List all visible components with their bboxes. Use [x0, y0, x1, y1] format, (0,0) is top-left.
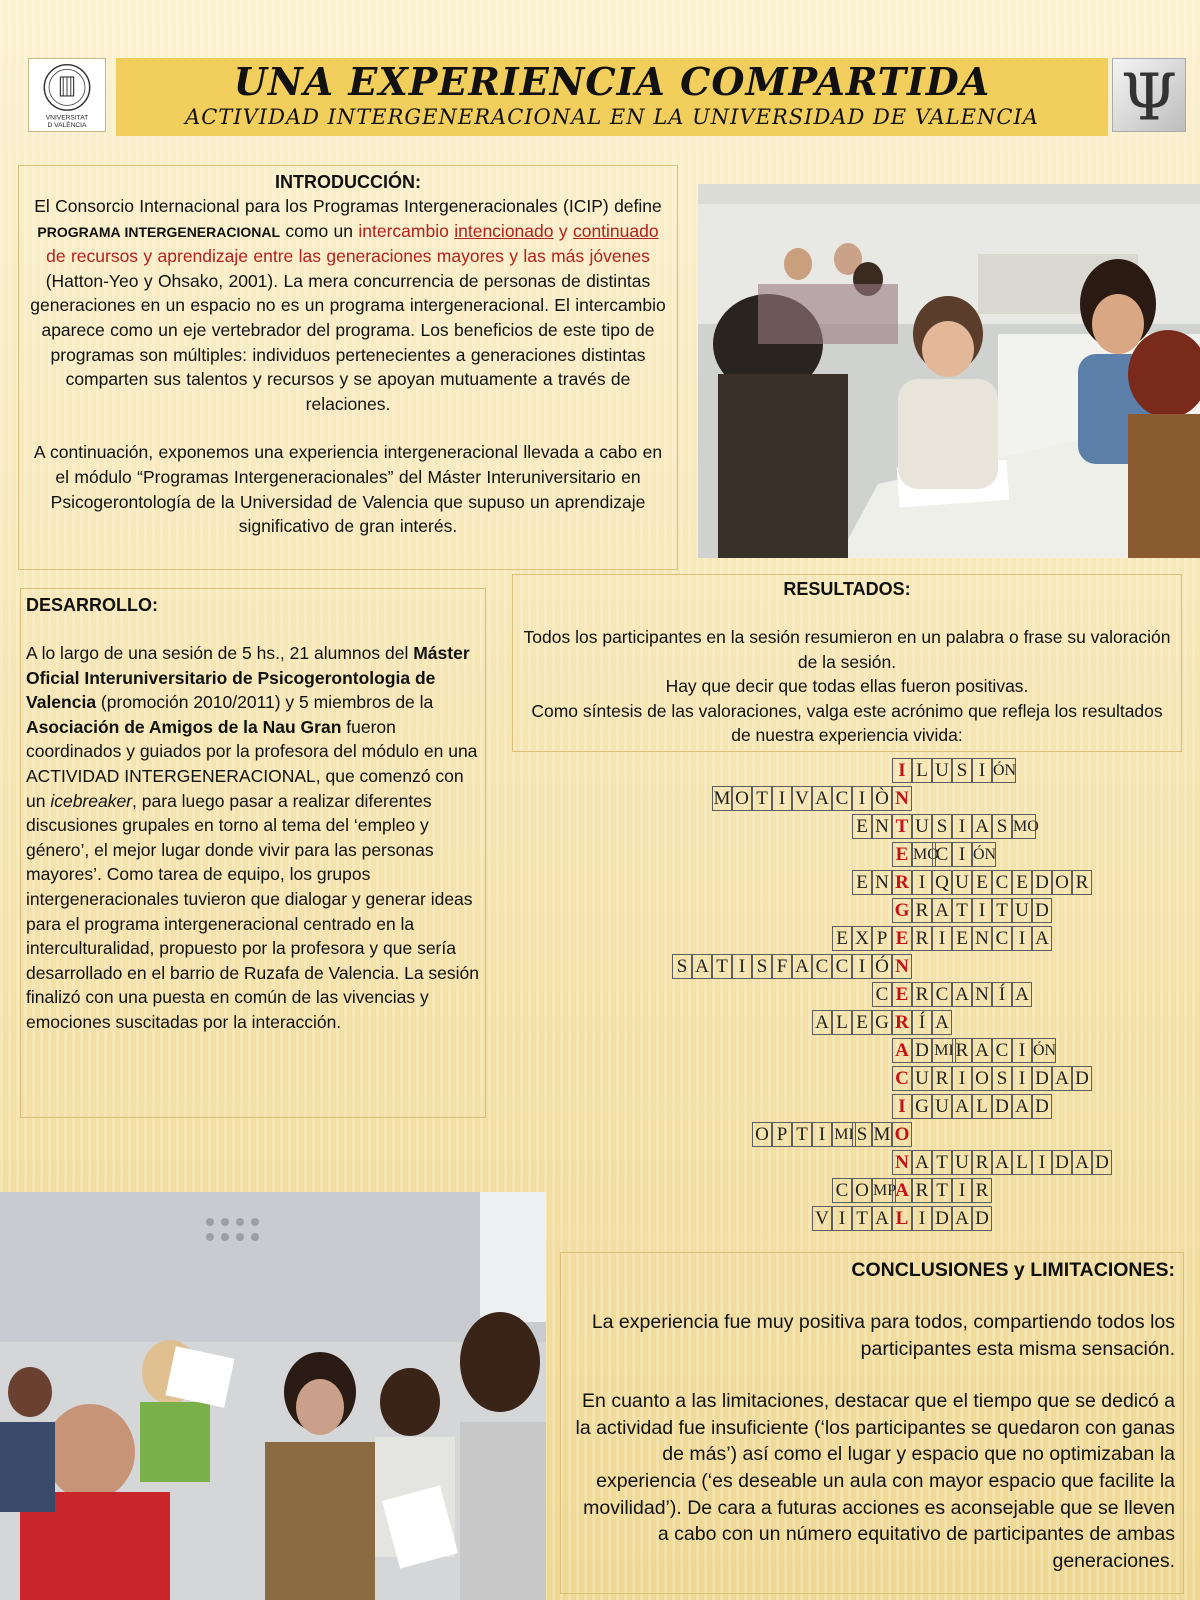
- crossword-cell: A: [1032, 926, 1052, 951]
- crossword-key-cell: L: [892, 1206, 912, 1231]
- crossword-cell: D: [1032, 1066, 1052, 1091]
- crossword-cell: A: [952, 1094, 972, 1119]
- crossword-cell: MP: [872, 1178, 896, 1203]
- logo-text-line1: VNIVERSITAT: [45, 114, 89, 122]
- crossword-cell: C: [832, 1178, 852, 1203]
- crossword-key-cell: R: [892, 870, 912, 895]
- crossword-cell: O: [732, 786, 752, 811]
- intro-text-a: El Consorcio Internacional para los Programas Intergeneracionales (ICIP) define: [34, 196, 662, 216]
- crossword-key-cell: O: [892, 1122, 912, 1147]
- crossword-cell: C: [992, 926, 1012, 951]
- crossword-cell: U: [912, 1066, 932, 1091]
- conclusions-section: [560, 1252, 1184, 1594]
- dev-text-3: fueron coordinados y guiados por la profesora del módulo en una ACTIVIDAD INTERGENERACIONAL, que comenzó con un: [26, 716, 478, 811]
- crossword-cell: I: [732, 954, 752, 979]
- crossword-cell: ÓN: [992, 758, 1016, 783]
- dev-text-2: (promoción 2010/2011) y 5 miembros de la: [96, 692, 434, 713]
- crossword-cell: R: [912, 982, 932, 1007]
- crossword-cell: O: [752, 1122, 772, 1147]
- crossword-cell: R: [952, 1038, 972, 1063]
- crossword-cell: A: [872, 1206, 892, 1231]
- crossword-cell: S: [852, 1122, 872, 1147]
- crossword-cell: S: [752, 954, 772, 979]
- poster-subtitle: ACTIVIDAD INTERGENERACIONAL EN LA UNIVERSIDAD DE VALENCIA: [185, 105, 1039, 129]
- crossword-cell: N: [972, 982, 992, 1007]
- crossword-cell: Ó: [872, 954, 892, 979]
- crossword-cell: D: [972, 1206, 992, 1231]
- crossword-cell: D: [992, 1094, 1012, 1119]
- results-section: [512, 574, 1182, 752]
- crossword-cell: MI: [932, 1038, 956, 1063]
- crossword-cell: I: [952, 1178, 972, 1203]
- crossword-cell: R: [972, 1178, 992, 1203]
- crossword-cell: E: [972, 870, 992, 895]
- development-heading: DESARROLLO:: [26, 595, 158, 615]
- crossword-cell: A: [1052, 1066, 1072, 1091]
- crossword-cell: D: [912, 1038, 932, 1063]
- crossword-cell: E: [832, 926, 852, 951]
- intro-red-underlined-1: intencionado: [454, 220, 554, 241]
- crossword-cell: A: [952, 1206, 972, 1231]
- crossword-key-cell: C: [892, 1066, 912, 1091]
- crossword-cell: A: [792, 954, 812, 979]
- crossword-cell: A: [1012, 1094, 1032, 1119]
- crossword-cell: MO: [912, 842, 936, 867]
- crossword-key-cell: N: [892, 1150, 912, 1175]
- crossword-cell: R: [912, 1178, 932, 1203]
- introduction-paragraph-2: A continuación, exponemos una experiencia intergeneracional llevada a cabo en el módulo “Programas Intergeneracionales” del Máster Interuniversitario en Psicogerontología de la Universidad de Valencia que supuso un aprendizaje significativo de gran interés.: [33, 442, 663, 537]
- crossword-cell: I: [832, 1206, 852, 1231]
- crossword-cell: T: [792, 1122, 812, 1147]
- crossword-cell: MI: [832, 1122, 856, 1147]
- crossword-key-cell: E: [892, 842, 912, 867]
- crossword-cell: L: [832, 1010, 852, 1035]
- crossword-cell: V: [792, 786, 812, 811]
- crossword-cell: U: [932, 758, 952, 783]
- crossword-cell: M: [713, 788, 731, 809]
- crossword-cell: I: [952, 1066, 972, 1091]
- crossword-cell: A: [692, 954, 712, 979]
- crossword-cell: O: [1052, 870, 1072, 895]
- crossword-cell: X: [852, 926, 872, 951]
- crossword-cell: P: [772, 1122, 792, 1147]
- development-paragraph: [26, 641, 480, 1035]
- poster-title: UNA EXPERIENCIA COMPARTIDA: [233, 59, 991, 104]
- crossword-cell: S: [992, 1066, 1012, 1091]
- psychology-logo: [1112, 58, 1186, 132]
- crossword-cell: E: [952, 926, 972, 951]
- introduction-heading: INTRODUCCIÓN:: [275, 172, 421, 192]
- psi-symbol-icon: Ψ: [1120, 60, 1178, 131]
- crossword-cell: I: [972, 758, 992, 783]
- results-line-2: Hay que decir que todas ellas fueron positivas.: [665, 676, 1029, 697]
- intro-text-c: (Hatton-Yeo y Ohsako, 2001). La mera concurrencia de personas de distintas generaciones en un espacio no es un programa intergeneracional. El intercambio aparece como un eje vertebrador del programa. Los beneficios de este tipo de programas son múltiples: individuos pertenecientes a generaciones distintas comparten sus talentos y recursos y se apoyan mutuamente a través de relaciones.: [30, 270, 666, 414]
- crossword-cell: R: [972, 1150, 992, 1175]
- crossword-cell: N: [872, 814, 892, 839]
- crossword-cell: A: [952, 982, 972, 1007]
- crossword-cell: A: [812, 1010, 832, 1035]
- crossword-cell: E: [852, 1010, 872, 1035]
- intro-red-1: intercambio: [358, 220, 449, 241]
- crossword-key-cell: N: [892, 954, 912, 979]
- crossword-cell: Ò: [872, 786, 892, 811]
- crossword-cell: D: [1032, 870, 1052, 895]
- crossword-cell: D: [1072, 1066, 1092, 1091]
- crossword-cell: Í: [992, 982, 1012, 1007]
- crossword-cell: R: [1072, 870, 1092, 895]
- crossword-cell: I: [912, 1206, 932, 1231]
- crossword-cell: E: [852, 814, 872, 839]
- crossword-cell: U: [952, 870, 972, 895]
- crossword-cell: T: [932, 1178, 952, 1203]
- intro-red-2: de recursos y aprendizaje entre las generaciones mayores y las más jóvenes: [46, 246, 650, 267]
- crossword-cell: I: [852, 954, 872, 979]
- crossword-cell: I: [952, 814, 972, 839]
- university-logo: [28, 58, 106, 132]
- crossword-cell: U: [932, 1094, 952, 1119]
- crossword-cell: G: [912, 1094, 932, 1119]
- intro-red-y: y: [553, 220, 573, 241]
- development-section: [20, 588, 486, 1118]
- crossword-cell: F: [772, 954, 792, 979]
- intro-term: PROGRAMA INTERGENERACIONAL: [37, 223, 281, 240]
- crossword-key-cell: E: [892, 982, 912, 1007]
- crossword-cell: I: [852, 786, 872, 811]
- crossword-cell: D: [1032, 1094, 1052, 1119]
- crossword-cell: A: [1012, 982, 1032, 1007]
- crossword-cell: V: [812, 1206, 832, 1231]
- dev-text-1: A lo largo de una sesión de 5 hs., 21 alumnos del: [26, 643, 414, 663]
- crossword-cell: D: [1032, 898, 1052, 923]
- crossword-cell: L: [972, 1094, 992, 1119]
- crossword-cell: Q: [932, 870, 952, 895]
- classroom-photo-top-image: [698, 184, 1200, 558]
- crossword-cell: L: [1012, 1150, 1032, 1175]
- results-line-1: Todos los participantes en la sesión resumieron en un palabra o frase su valoración de la sesión.: [523, 627, 1171, 672]
- introduction-paragraph-1: [25, 194, 671, 416]
- crossword-cell: R: [912, 898, 932, 923]
- crossword-cell: T: [932, 1150, 952, 1175]
- crossword-cell: S: [672, 954, 692, 979]
- crossword-cell: U: [912, 814, 932, 839]
- crossword-cell: I: [952, 842, 972, 867]
- dev-italic-1: icebreaker: [50, 790, 133, 811]
- crossword-cell: I: [912, 870, 932, 895]
- crossword-cell: U: [1012, 898, 1032, 923]
- crossword-cell: C: [992, 1038, 1012, 1063]
- crossword-cell: MO: [1012, 814, 1036, 839]
- conclusions-heading: CONCLUSIONES y LIMITACIONES:: [851, 1259, 1175, 1281]
- crossword-cell: N: [872, 870, 892, 895]
- crossword-cell: A: [992, 1150, 1012, 1175]
- crossword-key-cell: A: [892, 1178, 912, 1203]
- crossword-cell: O: [852, 1178, 872, 1203]
- crossword-cell: T: [992, 898, 1012, 923]
- crossword-cell: E: [1012, 870, 1032, 895]
- crossword-cell: Í: [912, 1010, 932, 1035]
- crossword-cell: S: [992, 814, 1012, 839]
- classroom-photo-top: [698, 184, 1200, 558]
- conclusions-paragraph-1: La experiencia fue muy positiva para todos, compartiendo todos los participantes esta misma sensación.: [591, 1311, 1175, 1360]
- classroom-photo-bottom-image: [0, 1192, 546, 1600]
- crossword-cell: I: [1012, 926, 1032, 951]
- crossword-cell: I: [972, 898, 992, 923]
- crossword-cell: C: [932, 982, 952, 1007]
- crossword-cell: D: [1092, 1150, 1112, 1175]
- crossword-key-cell: E: [892, 926, 912, 951]
- crossword-cell: U: [952, 1150, 972, 1175]
- crossword-key-cell: I: [892, 758, 912, 783]
- crossword-cell: I: [1012, 1038, 1032, 1063]
- crossword-cell: T: [712, 954, 732, 979]
- crossword-key-cell: A: [892, 1038, 912, 1063]
- crossword-key-cell: R: [892, 1010, 912, 1035]
- crossword-cell: C: [812, 954, 832, 979]
- conclusions-paragraph-2: En cuanto a las limitaciones, destacar que el tiempo que se dedicó a la actividad fue insuficiente (‘los participantes se quedaron con ganas de más’) así como el lugar y espacio que no optimizaban la experiencia (‘es deseable un aula con mayor espacio que facilite la movilidad’). De cara a futuras acciones es aconsejable que se lleven a cabo con un número equitativo de participantes de ambas generaciones.: [575, 1390, 1175, 1572]
- dev-bold-2: Asociación de Amigos de la Nau Gran: [26, 716, 342, 737]
- results-heading: RESULTADOS:: [783, 579, 911, 599]
- intro-red-underlined-2: continuado: [572, 220, 659, 241]
- dev-bold-1: Máster Oficial Interuniversitario de Psicogerontologia de Valencia: [26, 643, 470, 713]
- logo-text-line2: D VALÈNCIA: [47, 122, 87, 130]
- crossword-cell: I: [772, 786, 792, 811]
- classroom-photo-bottom: [0, 1192, 546, 1600]
- crossword-cell: A: [972, 1038, 992, 1063]
- crossword-cell: C: [872, 982, 892, 1007]
- crossword-cell: A: [812, 786, 832, 811]
- crossword-key-cell: I: [892, 1094, 912, 1119]
- crossword-cell: C: [832, 954, 852, 979]
- dev-text-4: , para luego pasar a realizar diferentes discusiones grupales en torno al tema del ‘empleo y género’, el mejor lugar donde vivir para las personas mayores’. Como tarea de equipo, los grupos intergeneracionales tuvieron que dialogar y generar ideas para el programa intergeneracional centrado en la interculturalidad, propuesto por la profesora y que sería desarrollado en el barrio de Ruzafa de Valencia. La sesión finalizó con una puesta en común de las vivencias y emociones suscitadas por la interacción.: [26, 790, 480, 1032]
- crossword-cell: D: [932, 1206, 952, 1231]
- crossword-cell: ÓN: [972, 842, 996, 867]
- results-line-3: Como síntesis de las valoraciones, valga este acrónimo que refleja los resultados de nuestra experiencia vivida:: [531, 700, 1163, 746]
- crossword-cell: R: [912, 926, 932, 951]
- crossword-cell: E: [852, 870, 872, 895]
- crossword-cell: P: [872, 926, 892, 951]
- crossword-key-cell: G: [892, 898, 912, 923]
- crossword-cell: I: [1012, 1066, 1032, 1091]
- crossword-cell: C: [832, 786, 852, 811]
- crossword-cell: I: [932, 926, 952, 951]
- crossword-cell: G: [872, 1010, 892, 1035]
- crossword-cell: O: [972, 1066, 992, 1091]
- crossword-cell: ÓN: [1032, 1038, 1056, 1063]
- crossword-cell: I: [812, 1122, 832, 1147]
- crossword-cell: D: [1052, 1150, 1072, 1175]
- title-banner: [116, 58, 1108, 136]
- crossword-cell: C: [932, 842, 952, 867]
- crossword-cell: T: [952, 898, 972, 923]
- crossword-cell: C: [992, 870, 1012, 895]
- crossword-cell: A: [932, 1010, 952, 1035]
- crossword-cell: M: [873, 1124, 891, 1145]
- intro-text-b: como un: [280, 220, 359, 241]
- crossword-cell: I: [1032, 1150, 1052, 1175]
- crossword-cell: T: [752, 786, 772, 811]
- introduction-section: [18, 165, 678, 570]
- crossword-cell: S: [932, 814, 952, 839]
- crossword-cell: A: [972, 814, 992, 839]
- crossword-cell: A: [912, 1150, 932, 1175]
- crossword-cell: A: [932, 898, 952, 923]
- crossword-cell: S: [952, 758, 972, 783]
- crossword-cell: L: [912, 758, 932, 783]
- crossword-cell: R: [932, 1066, 952, 1091]
- crossword-cell: N: [972, 926, 992, 951]
- crossword-key-cell: T: [892, 814, 912, 839]
- crossword-cell: T: [852, 1206, 872, 1231]
- crossword-cell: A: [1072, 1150, 1092, 1175]
- crossword-key-cell: N: [892, 786, 912, 811]
